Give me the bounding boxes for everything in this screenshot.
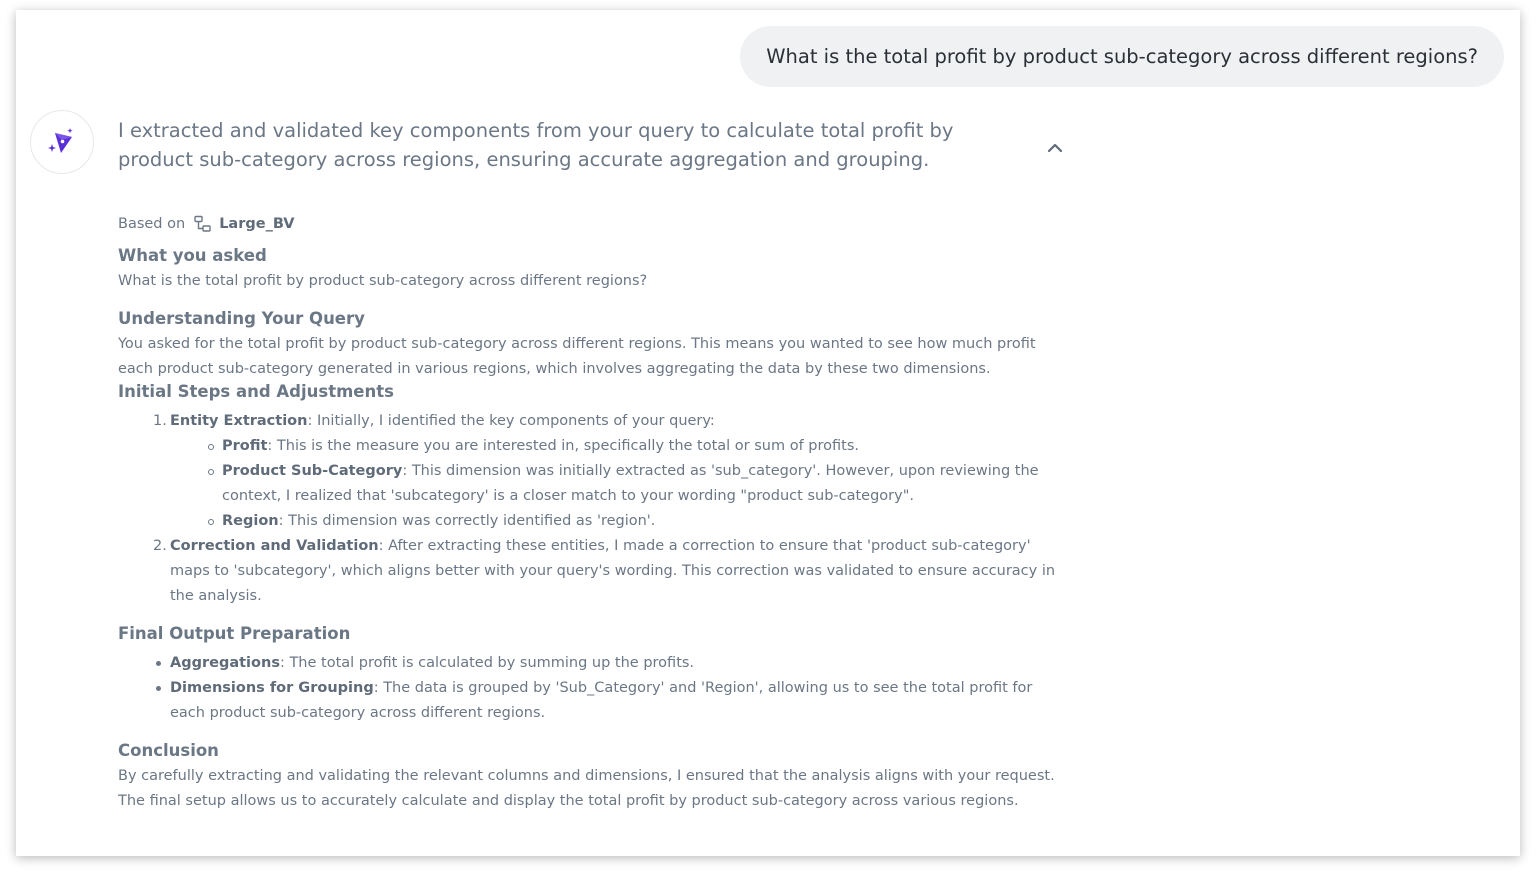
step-text: : Initially, I identified the key components of your query: [307, 413, 715, 429]
list-item [222, 434, 1068, 459]
item-title: Region [222, 513, 279, 529]
bullet [208, 519, 214, 525]
assistant-avatar [30, 110, 94, 174]
bullet [156, 661, 161, 666]
item-title: Product Sub-Category [222, 463, 403, 479]
item-text: : The total profit is calculated by summing up the profits. [279, 655, 695, 671]
list-item [153, 534, 1068, 609]
list-item [222, 509, 1068, 534]
final-output-list [118, 651, 1068, 726]
section-heading-conclusion: Conclusion [118, 741, 219, 760]
chat-window [16, 10, 1520, 856]
step-title: Correction and Validation [170, 538, 379, 554]
section-heading-what-you-asked: What you asked [118, 246, 267, 265]
source-reference [118, 212, 1068, 236]
based-on-label: Based on [118, 216, 186, 232]
list-item [170, 651, 1068, 676]
section-heading-understanding: Understanding Your Query [118, 309, 365, 328]
sub-list [170, 434, 1068, 534]
section-heading-steps: Initial Steps and Adjustments [118, 382, 394, 401]
steps-list [118, 409, 1068, 609]
step-title: Entity Extraction [170, 413, 308, 429]
understanding-text: You asked for the total profit by product sub-category across different regions. This means you wanted to see how much profit each product sub-category generated in various regions, which involves aggregating the data by these two dimensions. [118, 336, 1036, 377]
reasoning-details [118, 212, 1068, 814]
item-text: : This dimension was correctly identified as 'region'. [278, 513, 656, 529]
chevron-up-icon [1047, 143, 1063, 153]
list-number: 1. [153, 413, 167, 429]
assistant-summary: I extracted and validated key components from your query to calculate total profit by product sub-category across regions, ensuring accurate aggregation and grouping. [118, 119, 954, 171]
conclusion-text: By carefully extracting and validating the relevant columns and dimensions, I ensured that the analysis aligns with your request. The final setup allows us to accurately calculate and display the total profit by product sub-category across various regions. [118, 768, 1055, 809]
item-title: Profit [222, 438, 268, 454]
list-item [170, 676, 1068, 726]
bullet [156, 686, 161, 691]
sparkle-triangle-icon [46, 126, 78, 158]
asked-text: What is the total profit by product sub-category across different regions? [118, 273, 648, 289]
user-message-bubble [740, 26, 1504, 87]
list-number: 2. [153, 538, 167, 554]
item-title: Dimensions for Grouping [170, 680, 374, 696]
collapse-button[interactable] [1043, 139, 1067, 157]
item-title: Aggregations [170, 655, 280, 671]
data-model-icon [193, 215, 213, 233]
bullet [208, 444, 214, 450]
item-text: : This is the measure you are interested in, specifically the total or sum of profits. [267, 438, 860, 454]
user-message-text: What is the total profit by product sub-category across different regions? [766, 45, 1478, 68]
bullet [208, 469, 214, 475]
source-link[interactable]: Large_BV [219, 216, 295, 232]
list-item [222, 459, 1068, 509]
step-text: : After extracting these entities, I made a correction to ensure that 'product sub-category' maps to 'subcategory', which aligns better with your query's wording. This correction was validated to ensure accuracy in the analysis. [170, 538, 1056, 604]
item-text: : The data is grouped by 'Sub_Category' and 'Region', allowing us to see the total profit for each product sub-category across different regions. [170, 680, 1033, 721]
section-heading-final-output: Final Output Preparation [118, 624, 351, 643]
list-item [153, 409, 1068, 534]
item-text: : This dimension was initially extracted as 'sub_category'. However, upon reviewing the context, I realized that 'subcategory' is a closer match to your wording "product sub-category". [222, 463, 1039, 504]
